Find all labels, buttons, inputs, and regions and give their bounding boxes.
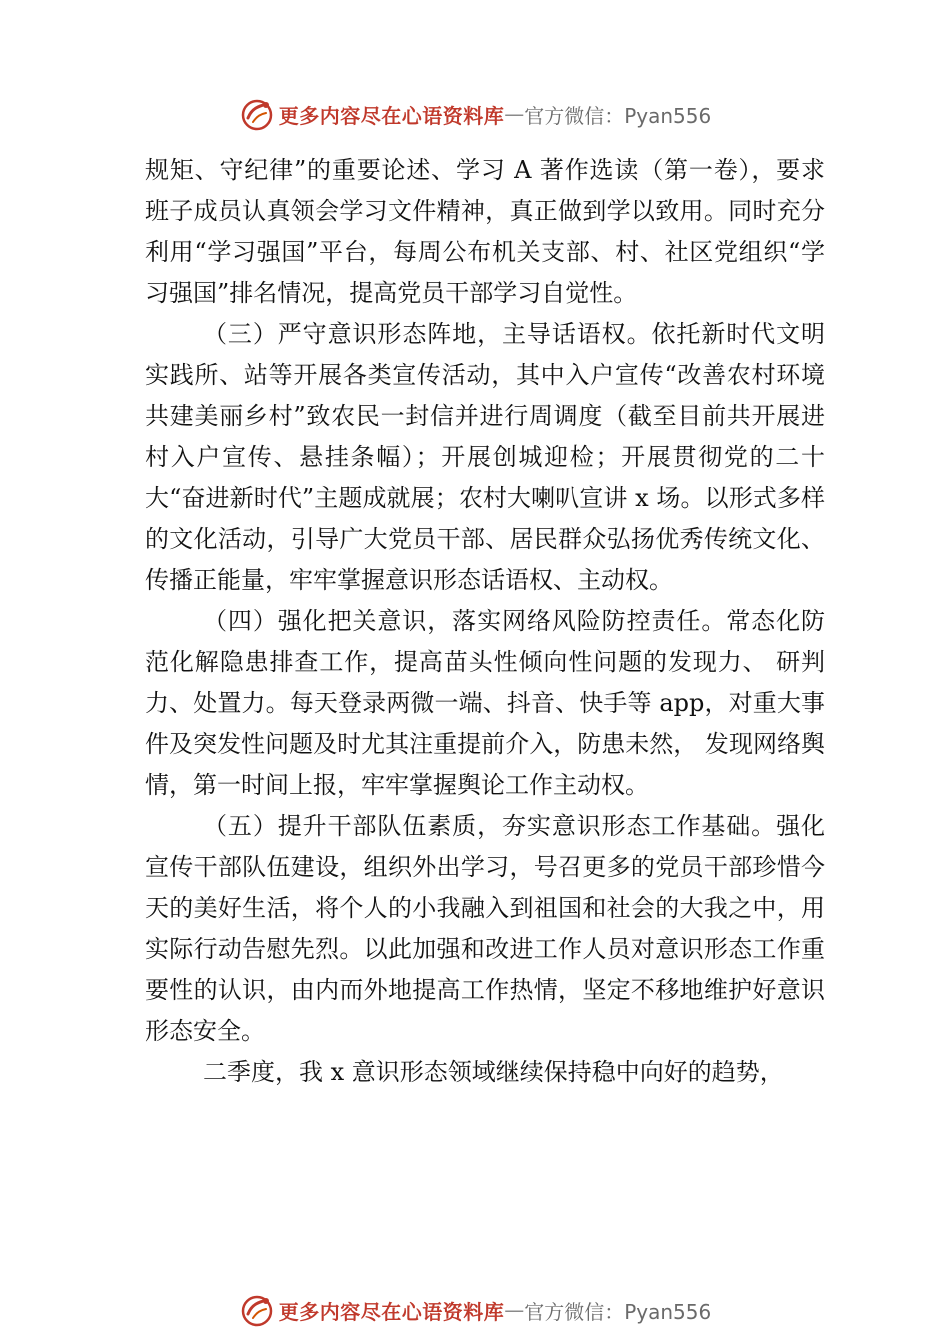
header-banner bbox=[0, 94, 950, 134]
banner-wechat-text: 官方微信：Pyan556 bbox=[524, 103, 712, 128]
banner-brand-text: 更多内容尽在心语资料库 bbox=[278, 103, 505, 128]
paragraph-5: 二季度，我 x 意识形态领域继续保持稳中向好的趋势， bbox=[203, 1058, 784, 1086]
banner-separator: — bbox=[504, 102, 525, 126]
logo-icon bbox=[239, 1292, 275, 1328]
paragraph-4: （五）提升干部队伍素质，夯实意识形态工作基础。强化宣传干部队伍建设，组织外出学习，号召更多的党员干部珍惜今天的美好生活，将个人的小我融入到祖国和社会的大我之中，用实际行动告慰先烈。以此加强和改进工作人员对意识形态工作重要性的认识，由内而外地提高工作热情，坚定不移地维护好意识形态安全。 bbox=[145, 812, 825, 1045]
banner-wechat-text: 官方微信：Pyan556 bbox=[524, 1299, 712, 1324]
logo-icon bbox=[239, 96, 275, 132]
document-body bbox=[145, 150, 825, 1093]
banner-separator: — bbox=[504, 1298, 525, 1322]
paragraph-2: （三）严守意识形态阵地，主导话语权。依托新时代文明实践所、站等开展各类宣传活动，其中入户宣传“改善农村环境共建美丽乡村”致农民一封信并进行周调度（截至目前共开展进村入户宣传、悬挂条幅）；开展创城迎检；开展贯彻党的二十大“奋进新时代”主题成就展；农村大喇叭宣讲 x 场。以形式多样的文化活动，引导广大党员干部、居民群众弘扬优秀传统文化、传播正能量，牢牢掌握意识形态话语权、主动权。 bbox=[145, 320, 825, 594]
paragraph-1: 规矩、守纪律”的重要论述、学习 A 著作选读（第一卷），要求班子成员认真领会学习文件精神，真正做到学以致用。同时充分利用“学习强国”平台，每周公布机关支部、村、社区党组织“学习强国”排名情况，提高党员干部学习自觉性。 bbox=[145, 156, 825, 307]
footer-banner bbox=[0, 1290, 950, 1330]
paragraph-3: （四）强化把关意识，落实网络风险防控责任。常态化防范化解隐患排查工作，提高苗头性倾向性问题的发现力、 研判力、处置力。每天登录两微一端、抖音、快手等 app，对重大事件及突发性问题及时尤其注重提前介入，防患未然， 发现网络舆情，第一时间上报，牢牢掌握舆论工作主动权。 bbox=[145, 607, 825, 799]
banner-brand-text: 更多内容尽在心语资料库 bbox=[278, 1299, 505, 1324]
